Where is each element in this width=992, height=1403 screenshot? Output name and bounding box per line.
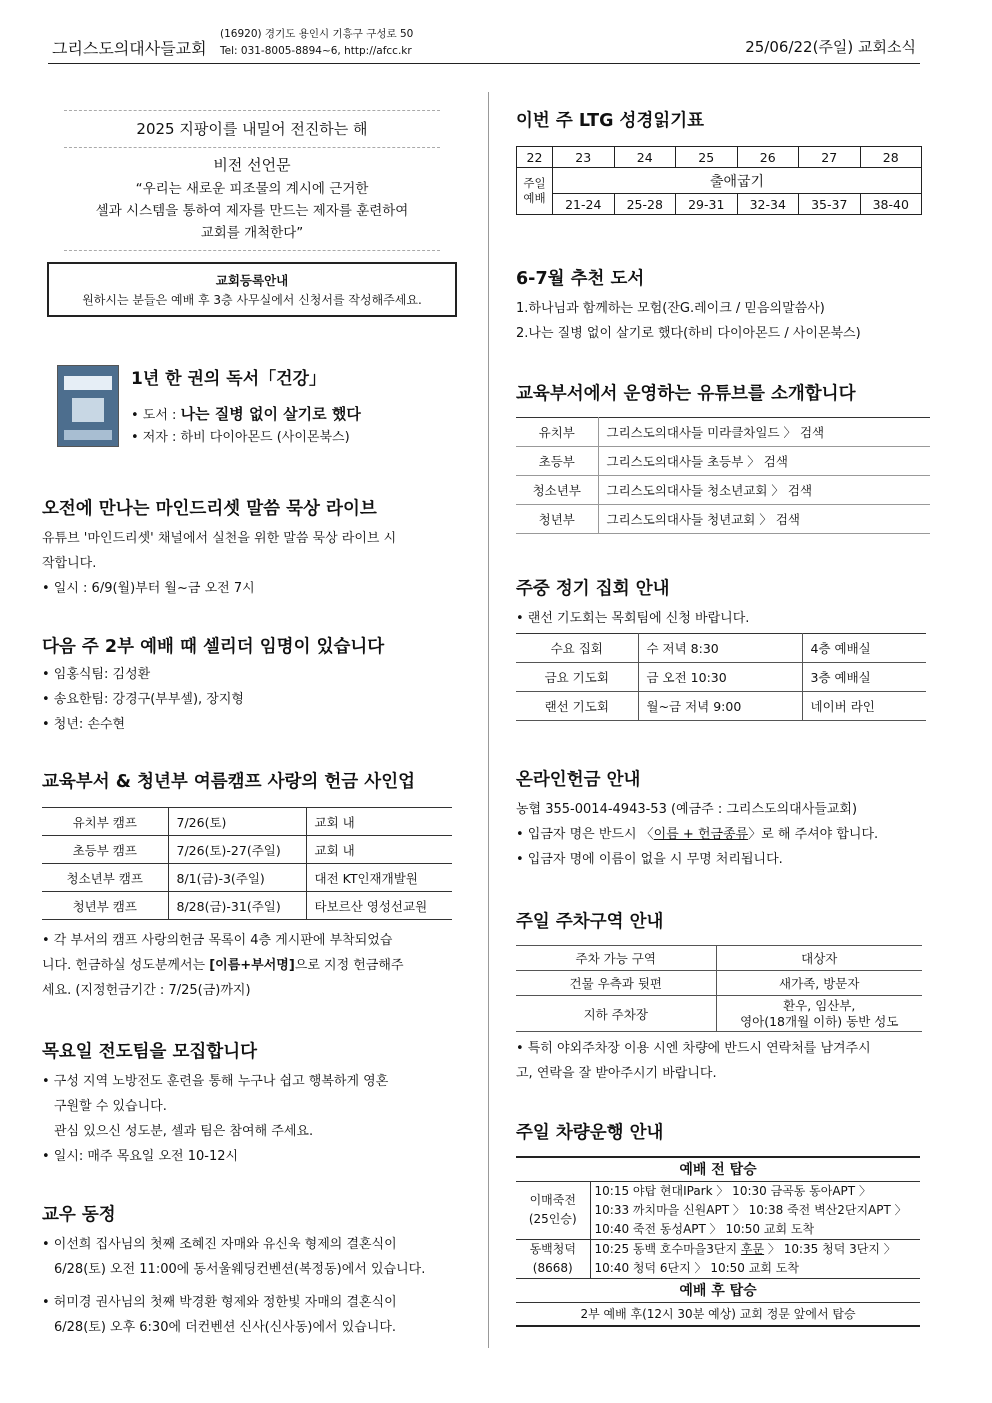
table-cell: 수요 집회	[516, 634, 638, 663]
text-line: 고, 연락을 잘 받아주시기 바랍니다.	[516, 1066, 717, 1081]
table-cell: 청년부	[516, 505, 598, 534]
column-divider	[488, 92, 489, 1348]
book-name: 나는 질병 없이 살기로 했다	[180, 405, 361, 423]
text-span: 〉 10:35 청덕 3단지 〉	[764, 1241, 896, 1256]
text-line: 6/28(토) 오후 6:30에 더컨벤션 신사(신사동)에서 있습니다.	[54, 1320, 397, 1335]
books-list	[516, 296, 932, 346]
online-section	[516, 769, 932, 872]
table-row	[516, 663, 926, 692]
text-line	[595, 1240, 921, 1259]
day-cell: 25	[676, 147, 738, 168]
vision-line: “우리는 새로운 피조물의 계시에 근거한	[135, 181, 369, 197]
ltg-table	[516, 146, 922, 215]
route-stops	[590, 1181, 920, 1239]
reading-author: • 저자 : 하비 다이아몬드 (사이몬북스)	[131, 430, 350, 445]
table-row	[517, 194, 922, 215]
text-line: • 입금자 명에 이름이 없을 시 무명 처리됩니다.	[516, 852, 783, 867]
table-cell: 청소년부 캠프	[42, 864, 168, 892]
table-header: 대상자	[716, 946, 922, 971]
text-line	[516, 822, 932, 847]
text-line: • 각 부서의 캠프 사랑의헌금 목록이 4층 게시판에 부착되었습	[42, 933, 393, 948]
address-line: (16920) 경기도 용인시 기흥구 구성로 50	[220, 28, 414, 40]
table-row	[42, 808, 452, 836]
youtube-table	[516, 417, 930, 534]
text-span: 10:25 동백 호수마을3단지	[594, 1241, 741, 1256]
cellleader-section	[42, 636, 462, 737]
books-section	[516, 268, 932, 346]
text-line: 10:40 청덕 6단지 〉 10:50 교회 도착	[594, 1260, 799, 1275]
books-title: 6-7월 추천 도서	[516, 269, 645, 289]
meetings-note: • 랜선 기도회는 목회팀에 신청 바랍니다.	[516, 611, 750, 626]
camp-note	[42, 928, 462, 1003]
table-row	[517, 147, 922, 168]
book-cover-image	[57, 365, 119, 447]
vision-line: 셀과 시스템을 통하여 제자를 만드는 제자를 훈련하여	[95, 203, 409, 219]
after-service-head: 예배 후 탑승	[516, 1278, 920, 1302]
news-item	[42, 1290, 462, 1340]
table-cell: 타보르산 영성선교원	[306, 892, 452, 920]
table-row	[516, 996, 922, 1032]
parking-section	[516, 911, 932, 1086]
table-cell: 금 오전 10:30	[638, 663, 802, 692]
table-row	[516, 476, 930, 505]
bus-title: 주일 차량운행 안내	[516, 1123, 664, 1143]
vision-line: 교회를 개척한다”	[200, 225, 304, 241]
table-cell: 8/28(금)-31(주일)	[168, 892, 306, 920]
parking-note	[516, 1036, 932, 1086]
table-row	[516, 447, 930, 476]
text-span: 으로 지정 헌금해주	[294, 958, 404, 973]
table-row	[516, 418, 930, 447]
table-row	[516, 634, 926, 663]
table-cell: 4층 예배실	[802, 634, 926, 663]
text-line: (8668)	[532, 1260, 573, 1275]
chapter-cell: 25-28	[614, 194, 676, 215]
table-cell: 랜선 기도회	[516, 692, 638, 721]
registration-box	[47, 262, 457, 317]
day-cell: 24	[614, 147, 676, 168]
before-service-head: 예배 전 탑승	[516, 1157, 920, 1181]
chapter-cell: 32-34	[737, 194, 799, 215]
table-cell: 그리스도의대사들 초등부 〉 검색	[598, 447, 930, 476]
bulletin-date: 25/06/22(주일) 교회소식	[745, 38, 916, 56]
ltg-title: 이번 주 LTG 성경읽기표	[516, 111, 705, 131]
table-cell: 청소년부	[516, 476, 598, 505]
day-cell: 28	[860, 147, 922, 168]
table-row	[516, 1278, 920, 1302]
text-line	[42, 953, 462, 978]
parking-title: 주일 주차구역 안내	[516, 912, 664, 932]
text-line: 세요. (지정헌금기간 : 7/25(금)까지)	[42, 983, 251, 998]
table-cell: 건물 우측과 뒷편	[516, 971, 716, 996]
account-line: 농협 355-0014-4943-53 (예금주 : 그리스도의대사들교회)	[516, 802, 858, 817]
table-row	[516, 946, 922, 971]
day-cell: 23	[553, 147, 615, 168]
table-cell: 유치부 캠프	[42, 808, 168, 836]
table-cell: 네이버 라인	[802, 692, 926, 721]
cellleader-title: 다음 주 2부 예배 때 셀리더 임명이 있습니다	[42, 637, 385, 657]
book-label: • 도서 :	[131, 408, 181, 423]
underlined-text: 이름 + 헌금종류	[653, 827, 749, 842]
table-cell: 초등부 캠프	[42, 836, 168, 864]
table-cell: 지하 주차장	[516, 996, 716, 1032]
table-cell: 그리스도의대사들 미라클차일드 〉 검색	[598, 418, 930, 447]
text-line: 유튜브 '마인드리셋' 채널에서 실천을 위한 말씀 묵상 라이브 시	[42, 531, 397, 546]
mindreset-schedule: • 일시 : 6/9(월)부터 월~금 오전 7시	[42, 581, 255, 596]
book-cell: 출애굽기	[553, 168, 922, 194]
text-line: 환우, 임산부,	[783, 997, 856, 1013]
table-row	[517, 168, 922, 194]
text-line: • 구성 지역 노방전도 훈련을 통해 누구나 쉽고 행복하게 영혼	[42, 1074, 389, 1089]
camp-title: 교육부서 & 청년부 여름캠프 사랑의 헌금 사인업	[42, 772, 416, 792]
table-cell: 초등부	[516, 447, 598, 476]
chapter-cell: 21-24	[553, 194, 615, 215]
underlined-text: 후문	[740, 1241, 765, 1256]
table-header: 주차 가능 구역	[516, 946, 716, 971]
evangel-title: 목요일 전도팀을 모집합니다	[42, 1042, 258, 1062]
table-cell: 3층 예배실	[802, 663, 926, 692]
list-item: 2.나는 질병 없이 살기로 했다(하비 다이아몬드 / 사이몬북스)	[516, 326, 861, 341]
text-line: 10:33 까치마을 신원APT 〉 10:38 죽전 벽산2단지APT 〉	[594, 1202, 907, 1217]
cellleader-item: • 청년: 손수현	[42, 717, 126, 732]
camp-table	[42, 807, 452, 920]
year-title: 2025 지팡이를 내밀어 전진하는 해	[64, 111, 440, 148]
table-cell: 7/26(토)-27(주일)	[168, 836, 306, 864]
text-span: 〉로 해 주셔야 합니다.	[748, 827, 879, 842]
route-label	[516, 1239, 590, 1278]
contact-line: Tel: 031-8005-8894~6, http://afcc.kr	[220, 45, 412, 57]
bus-table	[516, 1156, 920, 1327]
page-header	[48, 18, 920, 64]
news-item	[42, 1232, 462, 1282]
table-cell: 수 저녁 8:30	[638, 634, 802, 663]
table-row	[516, 692, 926, 721]
table-cell: 금요 기도회	[516, 663, 638, 692]
vision-box	[64, 110, 440, 251]
chapter-cell: 29-31	[676, 194, 738, 215]
table-row	[516, 1157, 920, 1181]
table-row	[42, 836, 452, 864]
table-row	[516, 971, 922, 996]
table-row	[516, 505, 930, 534]
mindreset-desc	[42, 526, 462, 576]
youtube-title: 교육부서에서 운영하는 유튜브를 소개합니다	[516, 384, 856, 404]
ltg-section	[516, 110, 932, 215]
table-row	[516, 1181, 920, 1239]
mindreset-title: 오전에 만나는 마인드리셋 말씀 묵상 라이브	[42, 499, 377, 519]
text-line: 영아(18개월 이하) 동반 성도	[740, 1013, 899, 1029]
table-row	[516, 1302, 920, 1326]
text-line: • 허미경 권사님의 첫째 박경환 형제와 정한빛 자매의 결혼식이	[42, 1295, 397, 1310]
after-service-text: 2부 예배 후(12시 30분 예상) 교회 정문 앞에서 탑승	[580, 1307, 856, 1322]
row-label: 주일 예배	[517, 168, 553, 215]
evangel-body	[42, 1069, 462, 1169]
table-cell: 청년부 캠프	[42, 892, 168, 920]
meetings-section	[516, 578, 932, 721]
table-cell: 교회 내	[306, 808, 452, 836]
vision-statement	[64, 178, 440, 250]
news-title: 교우 동정	[42, 1205, 116, 1225]
text-line: 10:15 야탑 현대IPark 〉 10:30 금곡동 동아APT 〉	[594, 1183, 871, 1198]
cellleader-item: • 송요한팀: 강경구(부부셀), 장지형	[42, 692, 244, 707]
meetings-table	[516, 633, 926, 721]
text-line: 관심 있으신 성도분, 셀과 팀은 참여해 주세요.	[54, 1124, 314, 1139]
church-address	[220, 26, 413, 60]
parking-table	[516, 945, 922, 1032]
day-cell: 27	[799, 147, 861, 168]
registration-title: 교회등록안내	[215, 273, 289, 288]
reading-section	[131, 368, 461, 448]
reading-book	[131, 402, 461, 428]
text-line: • 일시: 매주 목요일 오전 10-12시	[42, 1149, 239, 1164]
text-line: 6/28(토) 오전 11:00에 동서울웨딩컨벤션(복정동)에서 있습니다.	[54, 1262, 426, 1277]
route-stops	[590, 1239, 920, 1278]
camp-section	[42, 771, 462, 1003]
text-line: 작합니다.	[42, 556, 97, 571]
table-cell: 8/1(금)-3(주일)	[168, 864, 306, 892]
list-item: 1.하나님과 함께하는 모험(잔G.레이크 / 믿음의말씀사)	[516, 301, 825, 316]
table-cell: 그리스도의대사들 청년교회 〉 검색	[598, 505, 930, 534]
reading-title: 1년 한 권의 독서「건강」	[131, 369, 326, 389]
table-cell: 유치부	[516, 418, 598, 447]
mindreset-section	[42, 498, 462, 601]
text-line: 10:40 죽전 동성APT 〉 10:50 교회 도착	[594, 1221, 815, 1236]
text-line: 구원할 수 있습니다.	[54, 1099, 167, 1114]
table-cell: 교회 내	[306, 836, 452, 864]
table-cell: 월~금 저녁 9:00	[638, 692, 802, 721]
emphasis-text: [이름+부서명]	[209, 958, 295, 973]
route-label	[516, 1181, 590, 1239]
table-cell	[716, 996, 922, 1032]
online-body	[516, 797, 932, 872]
table-cell: 새가족, 방문자	[716, 971, 922, 996]
text-line: • 이선희 집사님의 첫째 조혜진 자매와 유신욱 형제의 결혼식이	[42, 1237, 397, 1252]
bus-section	[516, 1122, 932, 1327]
text-span: 니다. 헌금하실 성도분께서는	[42, 958, 210, 973]
table-cell: 대전 KT인재개발원	[306, 864, 452, 892]
meetings-title: 주중 정기 집회 안내	[516, 579, 670, 599]
chapter-cell: 38-40	[860, 194, 922, 215]
text-line: 동백청덕	[529, 1241, 576, 1256]
online-title: 온라인헌금 안내	[516, 770, 641, 790]
cellleader-item: • 임홍식팀: 김성환	[42, 667, 151, 682]
table-row	[516, 1239, 920, 1278]
chapter-cell: 35-37	[799, 194, 861, 215]
church-name: 그리스도의대사들교회	[52, 39, 207, 58]
text-span: • 입금자 명은 반드시 〈	[516, 827, 654, 842]
evangel-section	[42, 1041, 462, 1169]
table-row	[42, 864, 452, 892]
table-cell: 그리스도의대사들 청소년교회 〉 검색	[598, 476, 930, 505]
text-line: (25인승)	[528, 1212, 577, 1226]
youtube-section	[516, 383, 932, 534]
news-section	[42, 1204, 462, 1340]
registration-text: 원하시는 분들은 예배 후 3층 사무실에서 신청서를 작성해주세요.	[82, 293, 422, 307]
day-cell: 22	[517, 147, 553, 168]
table-row	[42, 892, 452, 920]
text-line: • 특히 야외주차장 이용 시엔 차량에 반드시 연락처를 남겨주시	[516, 1041, 871, 1056]
table-cell: 7/26(토)	[168, 808, 306, 836]
day-cell: 26	[737, 147, 799, 168]
text-line: 이매죽전	[529, 1193, 576, 1207]
vision-heading: 비전 선언문	[213, 156, 291, 174]
